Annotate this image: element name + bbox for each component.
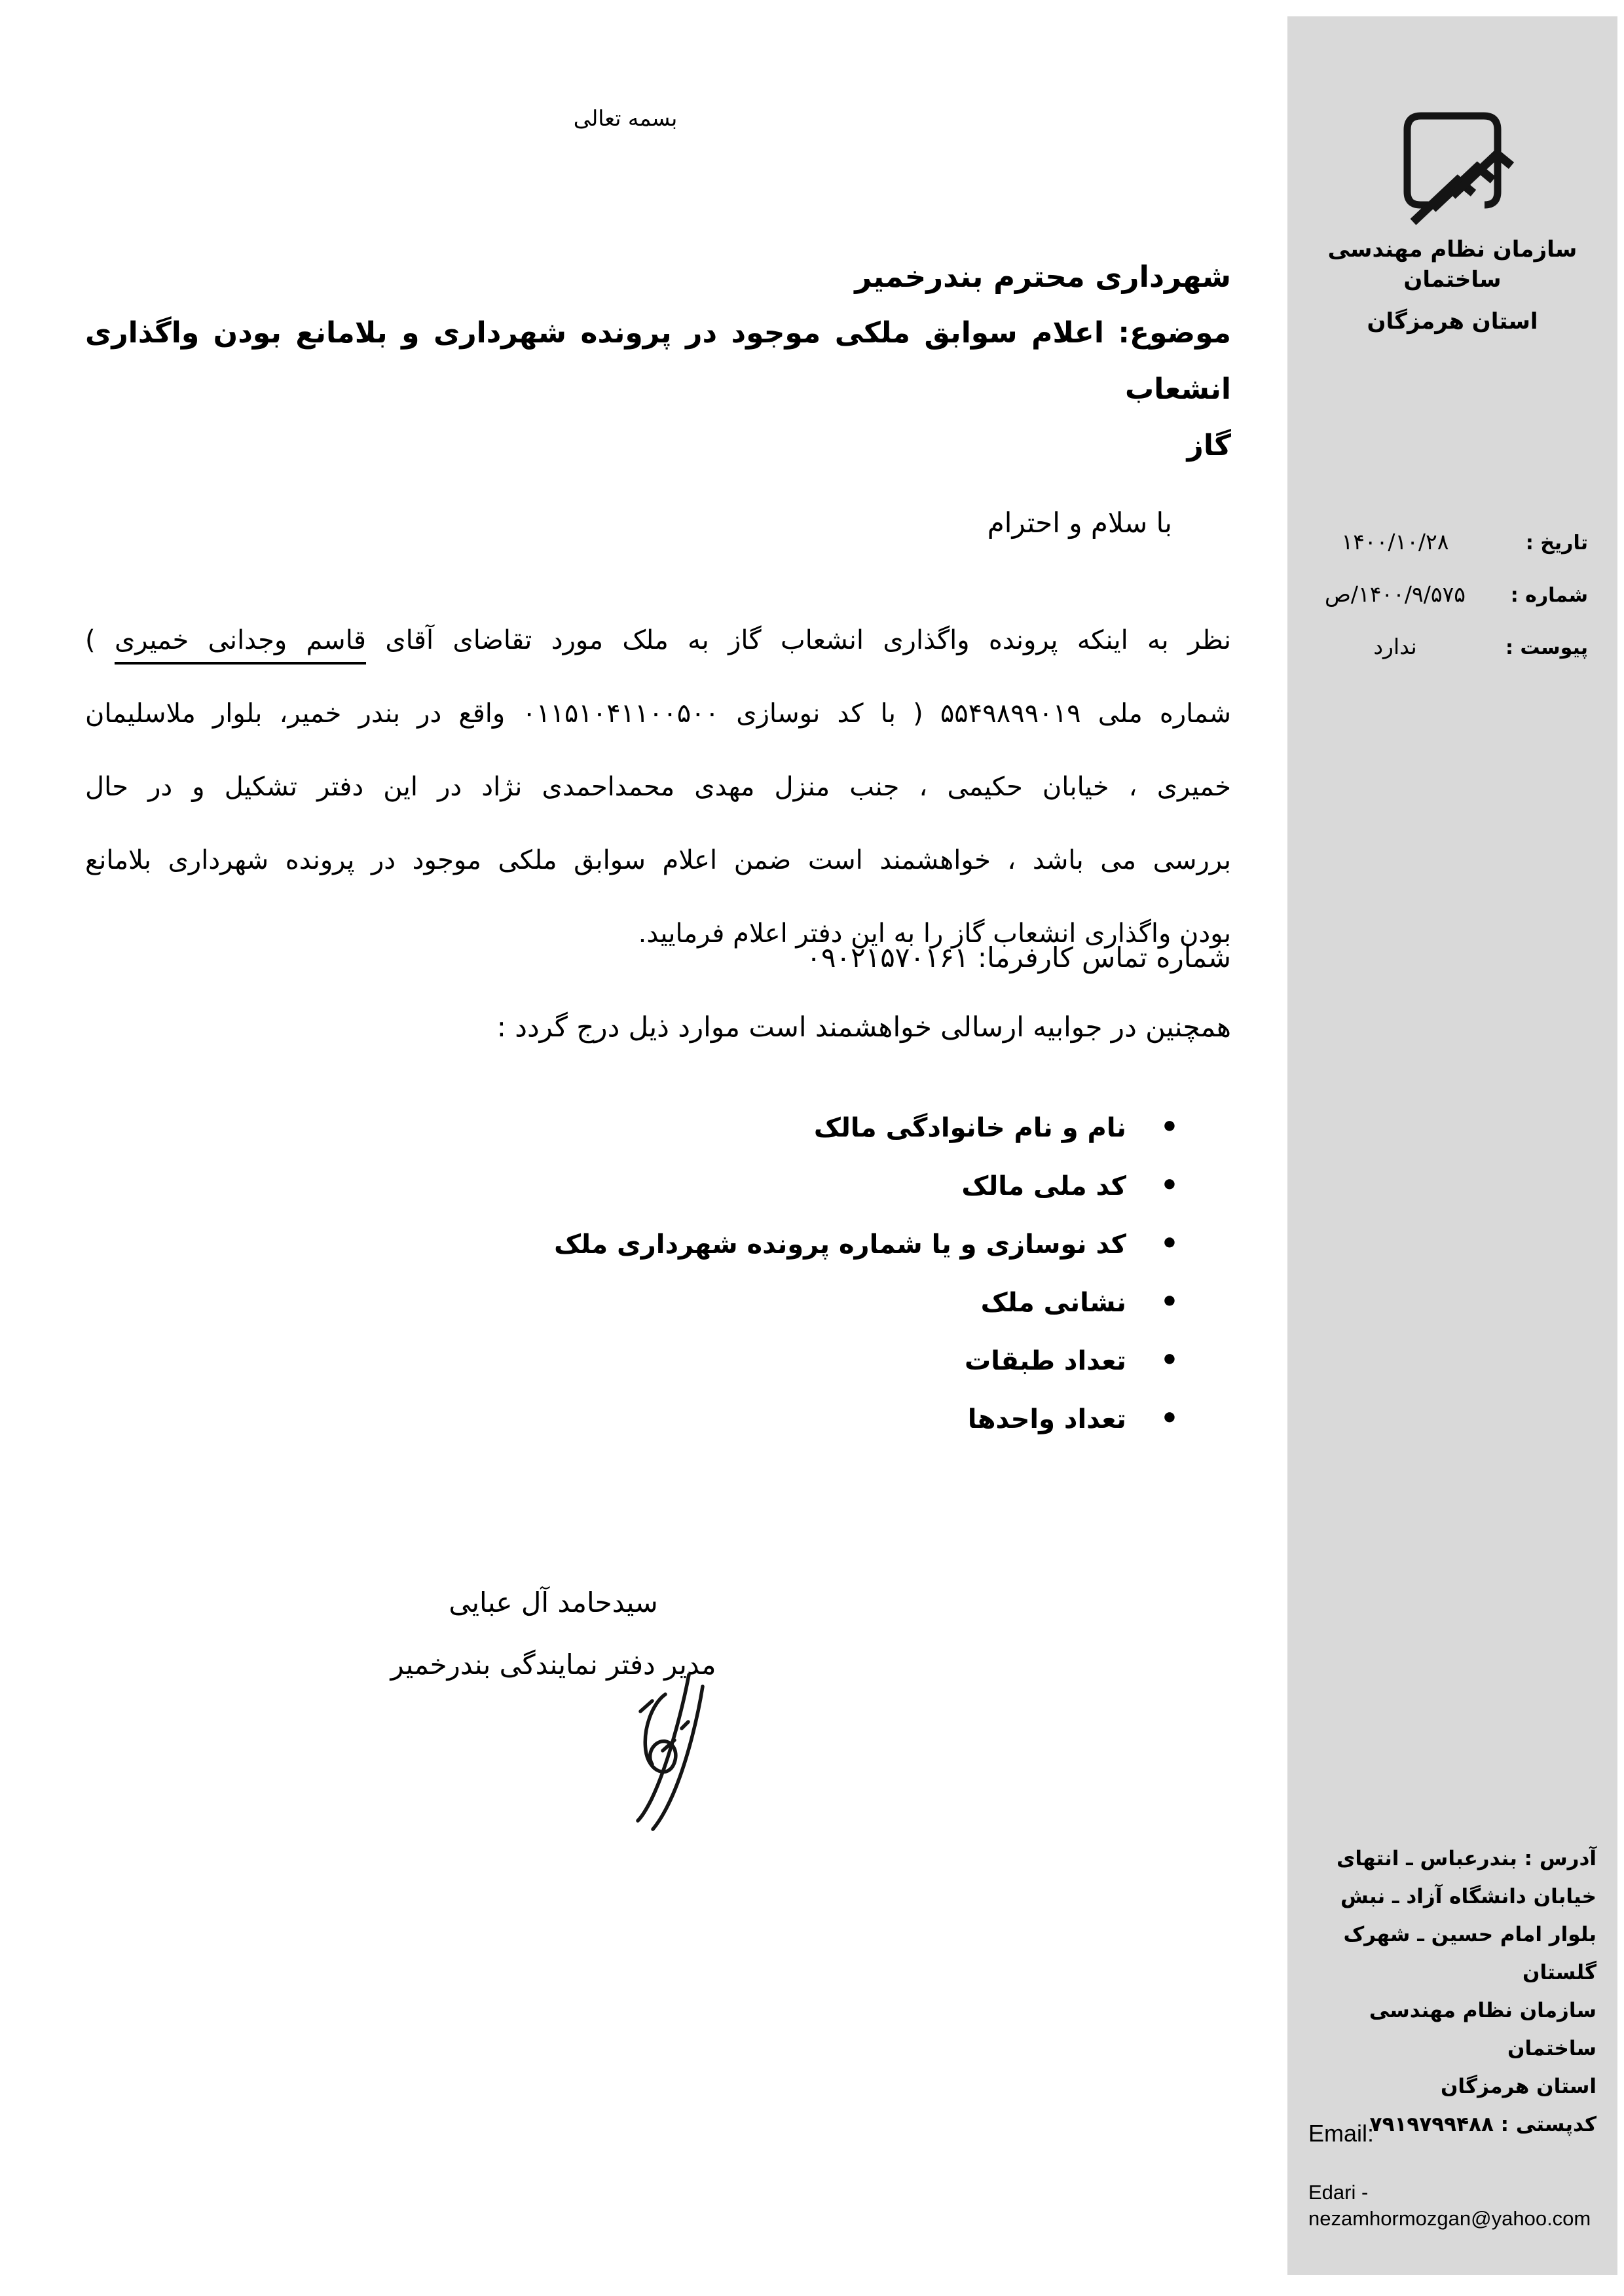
number-field	[1287, 576, 1617, 614]
signoff-name: سیدحامد آل عبایی	[449, 1586, 658, 1618]
request-intro-line: همچنین در جوابیه ارسالی خواهشمند است موارد ذیل درج گردد :	[496, 1011, 1231, 1043]
date-field	[1287, 524, 1617, 562]
employer-phone-line: شماره تماس کارفرما: ۰۹۰۲۱۵۷۰۱۶۱	[806, 941, 1231, 974]
body-line: خمیری ، خیابان حکیمی ، جنب منزل مهدی محمداحمدی نژاد در این دفتر تشکیل و در حال	[85, 772, 1231, 802]
list-item-label: تعداد واحدها	[967, 1404, 1126, 1434]
list-item	[85, 1273, 1231, 1332]
required-items-list	[85, 1099, 1231, 1448]
list-item	[85, 1157, 1231, 1215]
list-item-label: کد نوسازی و یا شماره پرونده شهرداری ملک	[554, 1230, 1126, 1260]
org-name: سازمان نظام مهندسی ساختمان	[1327, 236, 1578, 293]
bullet-icon: •	[1160, 1227, 1179, 1260]
organization-logo-icon	[1287, 16, 1617, 230]
bullet-icon: •	[1160, 1402, 1179, 1435]
list-item	[85, 1332, 1231, 1390]
list-item-label: تعداد طبقات	[965, 1346, 1126, 1376]
email-block	[1287, 2119, 1617, 2232]
bullet-icon: •	[1160, 1285, 1179, 1319]
address-line: خیابان دانشگاه آزاد ـ نبش	[1340, 1885, 1596, 1908]
salutation-line: با سلام و احترام	[987, 507, 1172, 539]
list-item	[85, 1215, 1231, 1273]
number-label: شماره :	[1510, 584, 1588, 607]
recipient-line: شهرداری محترم بندرخمیر	[855, 259, 1231, 294]
letter-header	[85, 249, 1231, 474]
address-line: استان هرمزگان	[1440, 2075, 1596, 2098]
list-item-label: نام و نام خانوادگی مالک	[813, 1113, 1126, 1143]
address-line: آدرس : بندرعباس ـ انتهای	[1336, 1847, 1596, 1870]
date-label: تاریخ :	[1525, 532, 1588, 555]
postal-code-line: کدپستی : ۷۹۱۹۷۹۹۴۸۸	[1369, 2113, 1596, 2136]
letter-meta-fields	[1287, 524, 1617, 681]
org-address-block	[1287, 1840, 1617, 2143]
attachment-field	[1287, 629, 1617, 666]
body-line	[85, 604, 1231, 677]
list-item-label: کد ملی مالک	[961, 1171, 1126, 1201]
address-line: بلوار امام حسین ـ شهرک	[1343, 1923, 1596, 1946]
email-address: Edari - nezamhormozgan@yahoo.com	[1308, 2181, 1591, 2230]
attachment-label: پیوست :	[1505, 636, 1588, 659]
bullet-icon: •	[1160, 1110, 1179, 1144]
body-line: بررسی می باشد ، خواهشمند است ضمن اعلام سوابق ملکی موجود در پرونده شهرداری بلامانع	[85, 845, 1231, 875]
signoff-title: مدیر دفتر نمایندگی بندرخمیر	[390, 1649, 716, 1681]
list-item	[85, 1099, 1231, 1157]
besmellah-line: بسمه تعالی	[573, 105, 678, 131]
body-line1-suffix: )	[85, 625, 115, 655]
email-label: Email:	[1308, 2120, 1375, 2147]
letter-body	[85, 604, 1231, 970]
handwritten-signature-icon	[625, 1671, 730, 1837]
bullet-icon: •	[1160, 1169, 1179, 1202]
list-item-label: نشانی ملک	[980, 1288, 1126, 1318]
number-value: ۱۴۰۰/۹/۵۷۵/ص	[1324, 581, 1466, 607]
body-line: شماره ملی ۵۵۴۹۸۹۹۰۱۹ ( با کد نوسازی ۰۱۱۵۱۰۴۱۱۰۰۵۰۰ واقع در بندر خمیر، بلوار ملاسلیمان	[85, 699, 1231, 729]
address-line: گلستان	[1522, 1961, 1596, 1984]
applicant-name-underlined: قاسم وجدانی خمیری	[114, 625, 367, 655]
subject-line-2: گاز	[1187, 429, 1231, 462]
subject-line-1: موضوع: اعلام سوابق ملکی موجود در پرونده شهرداری و بلامانع بودن واگذاری انشعاب	[85, 316, 1231, 406]
org-region: استان هرمزگان	[1367, 308, 1538, 335]
body-line: بودن واگذاری انشعاب گاز را به این دفتر اعلام فرمایید.	[638, 919, 1231, 949]
bullet-icon: •	[1160, 1343, 1179, 1377]
attachment-value: ندارد	[1373, 634, 1417, 659]
list-item	[85, 1390, 1231, 1448]
address-line: سازمان نظام مهندسی ساختمان	[1369, 1999, 1596, 2060]
date-value: ۱۴۰۰/۱۰/۲۸	[1341, 529, 1449, 555]
body-line1-prefix: نظر به اینکه پرونده واگذاری انشعاب گاز به ملک مورد تقاضای آقای	[366, 625, 1231, 655]
letterhead-sidebar	[1287, 16, 1617, 2275]
